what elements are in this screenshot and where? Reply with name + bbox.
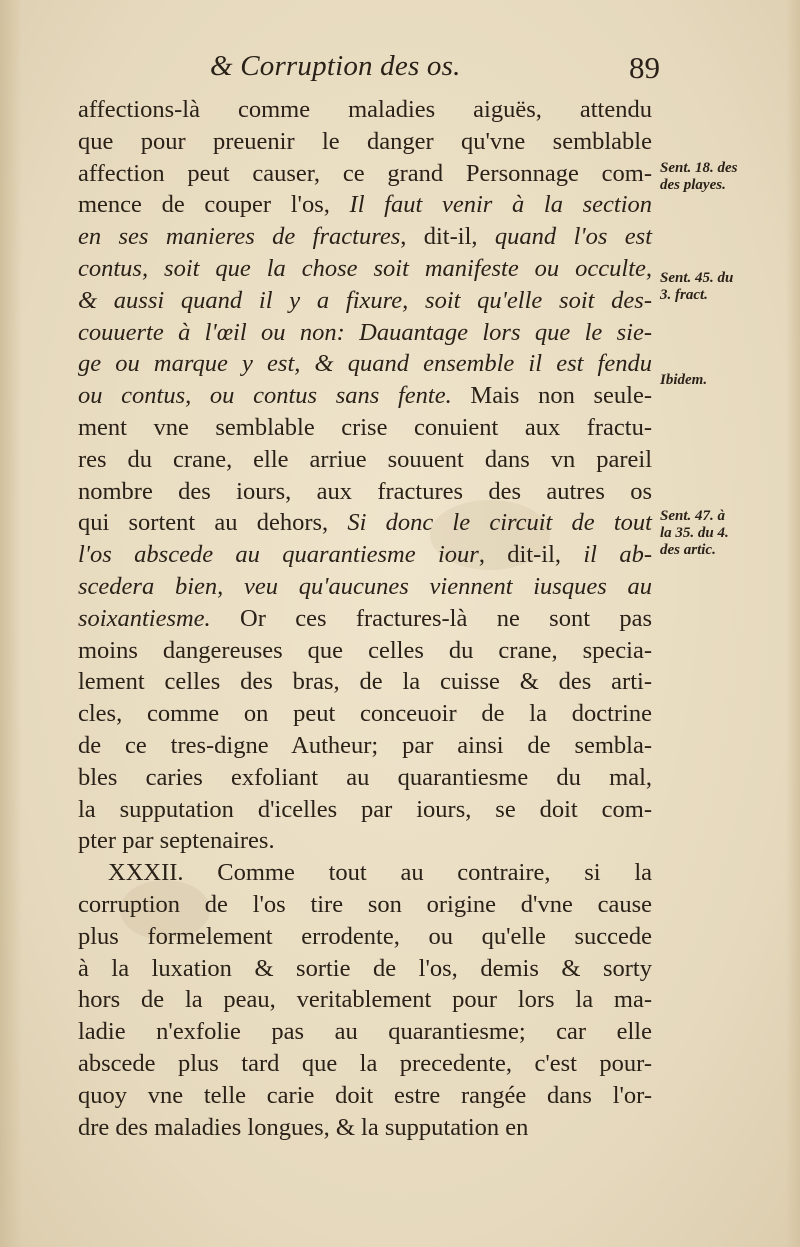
- italic-quote-span: en ses manieres de fractures: [78, 223, 401, 251]
- text-line: [78, 348, 652, 380]
- text-span: pter par septenaires.: [78, 827, 275, 855]
- text-span: res du crane, elle arriue souuent dans vn pareil: [78, 445, 652, 473]
- text-span: , dit-il,: [400, 223, 495, 251]
- margin-note: Sent. 18. des des playes.: [660, 160, 738, 193]
- text-line: [78, 762, 652, 794]
- text-span: de ce tres-digne Autheur; par ainsi de sembla-: [78, 731, 652, 759]
- text-line: [78, 794, 652, 826]
- italic-quote-span: Si donc le circuit de tout: [347, 509, 652, 537]
- text-line: [78, 698, 652, 730]
- italic-quote-span: il ab-: [583, 541, 652, 569]
- text-line: [78, 412, 652, 444]
- text-span: plus formelement errodente, ou qu'elle succede: [78, 922, 652, 950]
- text-line: [78, 666, 652, 698]
- text-span: hors de la peau, veritablement pour lors la ma-: [78, 986, 652, 1014]
- text-span: cles, comme on peut conceuoir de la doctrine: [78, 700, 652, 728]
- text-line: [78, 189, 652, 221]
- text-span: affections-là comme maladies aiguës, attendu: [78, 96, 652, 123]
- text-span: mence de couper l'os,: [78, 191, 350, 219]
- running-head: & Corruption des os.: [210, 50, 461, 82]
- text-line: [78, 984, 652, 1016]
- text-line: [78, 571, 652, 603]
- text-line: [78, 953, 652, 985]
- text-span: XXXII. Comme tout au contraire, si la: [108, 859, 652, 887]
- text-line: [78, 126, 652, 158]
- italic-quote-span: & aussi quand il y a fixure, soit qu'elle soit des-: [78, 286, 652, 314]
- text-line: [78, 635, 652, 667]
- italic-quote-span: contus, soit que la chose soit manifeste ou occulte,: [78, 254, 652, 282]
- body-text: [78, 94, 652, 1143]
- text-line: [78, 730, 652, 762]
- italic-quote-span: l'os abscede au quarantiesme iour: [78, 541, 479, 569]
- text-span: qui sortent au dehors,: [78, 509, 348, 537]
- italic-quote-span: soixantiesme.: [78, 604, 211, 632]
- text-line: [78, 1016, 652, 1048]
- text-span: la supputation d'icelles par iours, se doit com-: [78, 795, 652, 823]
- text-line: [78, 825, 652, 857]
- text-span: affection peut causer, ce grand Personnage com-: [78, 159, 652, 187]
- text-line: [78, 380, 652, 412]
- text-line: [78, 285, 652, 317]
- text-line: [78, 603, 652, 635]
- text-span: nombre des iours, aux fractures des autres os: [78, 477, 652, 505]
- page-number: 89: [629, 50, 660, 85]
- text-span: , dit-il,: [478, 541, 584, 569]
- text-line: [78, 507, 652, 539]
- text-line: [78, 94, 652, 126]
- text-span: ment vne semblable crise conuient aux fractu-: [78, 413, 652, 441]
- text-line: [78, 317, 652, 349]
- italic-quote-span: couuerte à l'œil ou non: Dauantage lors que le sie-: [78, 318, 652, 346]
- margin-note: Ibidem.: [660, 372, 708, 388]
- text-span: lement celles des bras, de la cuisse & des arti-: [78, 668, 652, 696]
- text-span: abscede plus tard que la precedente, c'est pour-: [78, 1049, 652, 1077]
- text-span: à la luxation & sortie de l'os, demis & sorty: [78, 954, 652, 982]
- text-line: [78, 253, 652, 285]
- text-line: [78, 221, 652, 253]
- italic-quote-span: quand l'os est: [494, 223, 653, 251]
- text-line: [78, 1080, 652, 1112]
- italic-quote-span: scedera bien, veu qu'aucunes viennent iusques au: [78, 572, 652, 600]
- margin-note: Sent. 47. à la 35. du 4. des artic.: [660, 508, 729, 558]
- text-span: ladie n'exfolie pas au quarantiesme; car elle: [78, 1018, 652, 1046]
- text-span: corruption de l'os tire son origine d'vne cause: [78, 890, 652, 918]
- margin-note: Sent. 45. du 3. fract.: [660, 270, 734, 303]
- text-span: quoy vne telle carie doit estre rangée dans l'or-: [78, 1081, 652, 1109]
- text-line: [78, 444, 652, 476]
- text-span: moins dangereuses que celles du crane, specia-: [78, 636, 652, 664]
- text-line: [78, 857, 652, 889]
- text-span: Or ces fractures-là ne sont pas: [210, 604, 652, 632]
- text-span: que pour preuenir le danger qu'vne semblable: [78, 127, 652, 155]
- italic-quote-span: ou contus, ou contus sans fente.: [78, 382, 452, 410]
- text-line: [78, 1048, 652, 1080]
- text-line: [78, 1112, 652, 1144]
- text-line: [78, 921, 652, 953]
- text-line: [78, 476, 652, 508]
- italic-quote-span: ge ou marque y est, & quand ensemble il est fendu: [78, 350, 652, 378]
- text-line: [78, 539, 652, 571]
- text-line: [78, 158, 652, 190]
- page-header: [200, 50, 660, 94]
- page-edge-shadow-left: [0, 0, 22, 1247]
- text-line: [78, 889, 652, 921]
- text-span: bles caries exfoliant au quarantiesme du mal,: [78, 763, 652, 791]
- italic-quote-span: Il faut venir à la section: [349, 191, 653, 219]
- text-span: Mais non seule-: [451, 382, 652, 410]
- text-span: dre des maladies longues, & la supputation en: [78, 1113, 529, 1141]
